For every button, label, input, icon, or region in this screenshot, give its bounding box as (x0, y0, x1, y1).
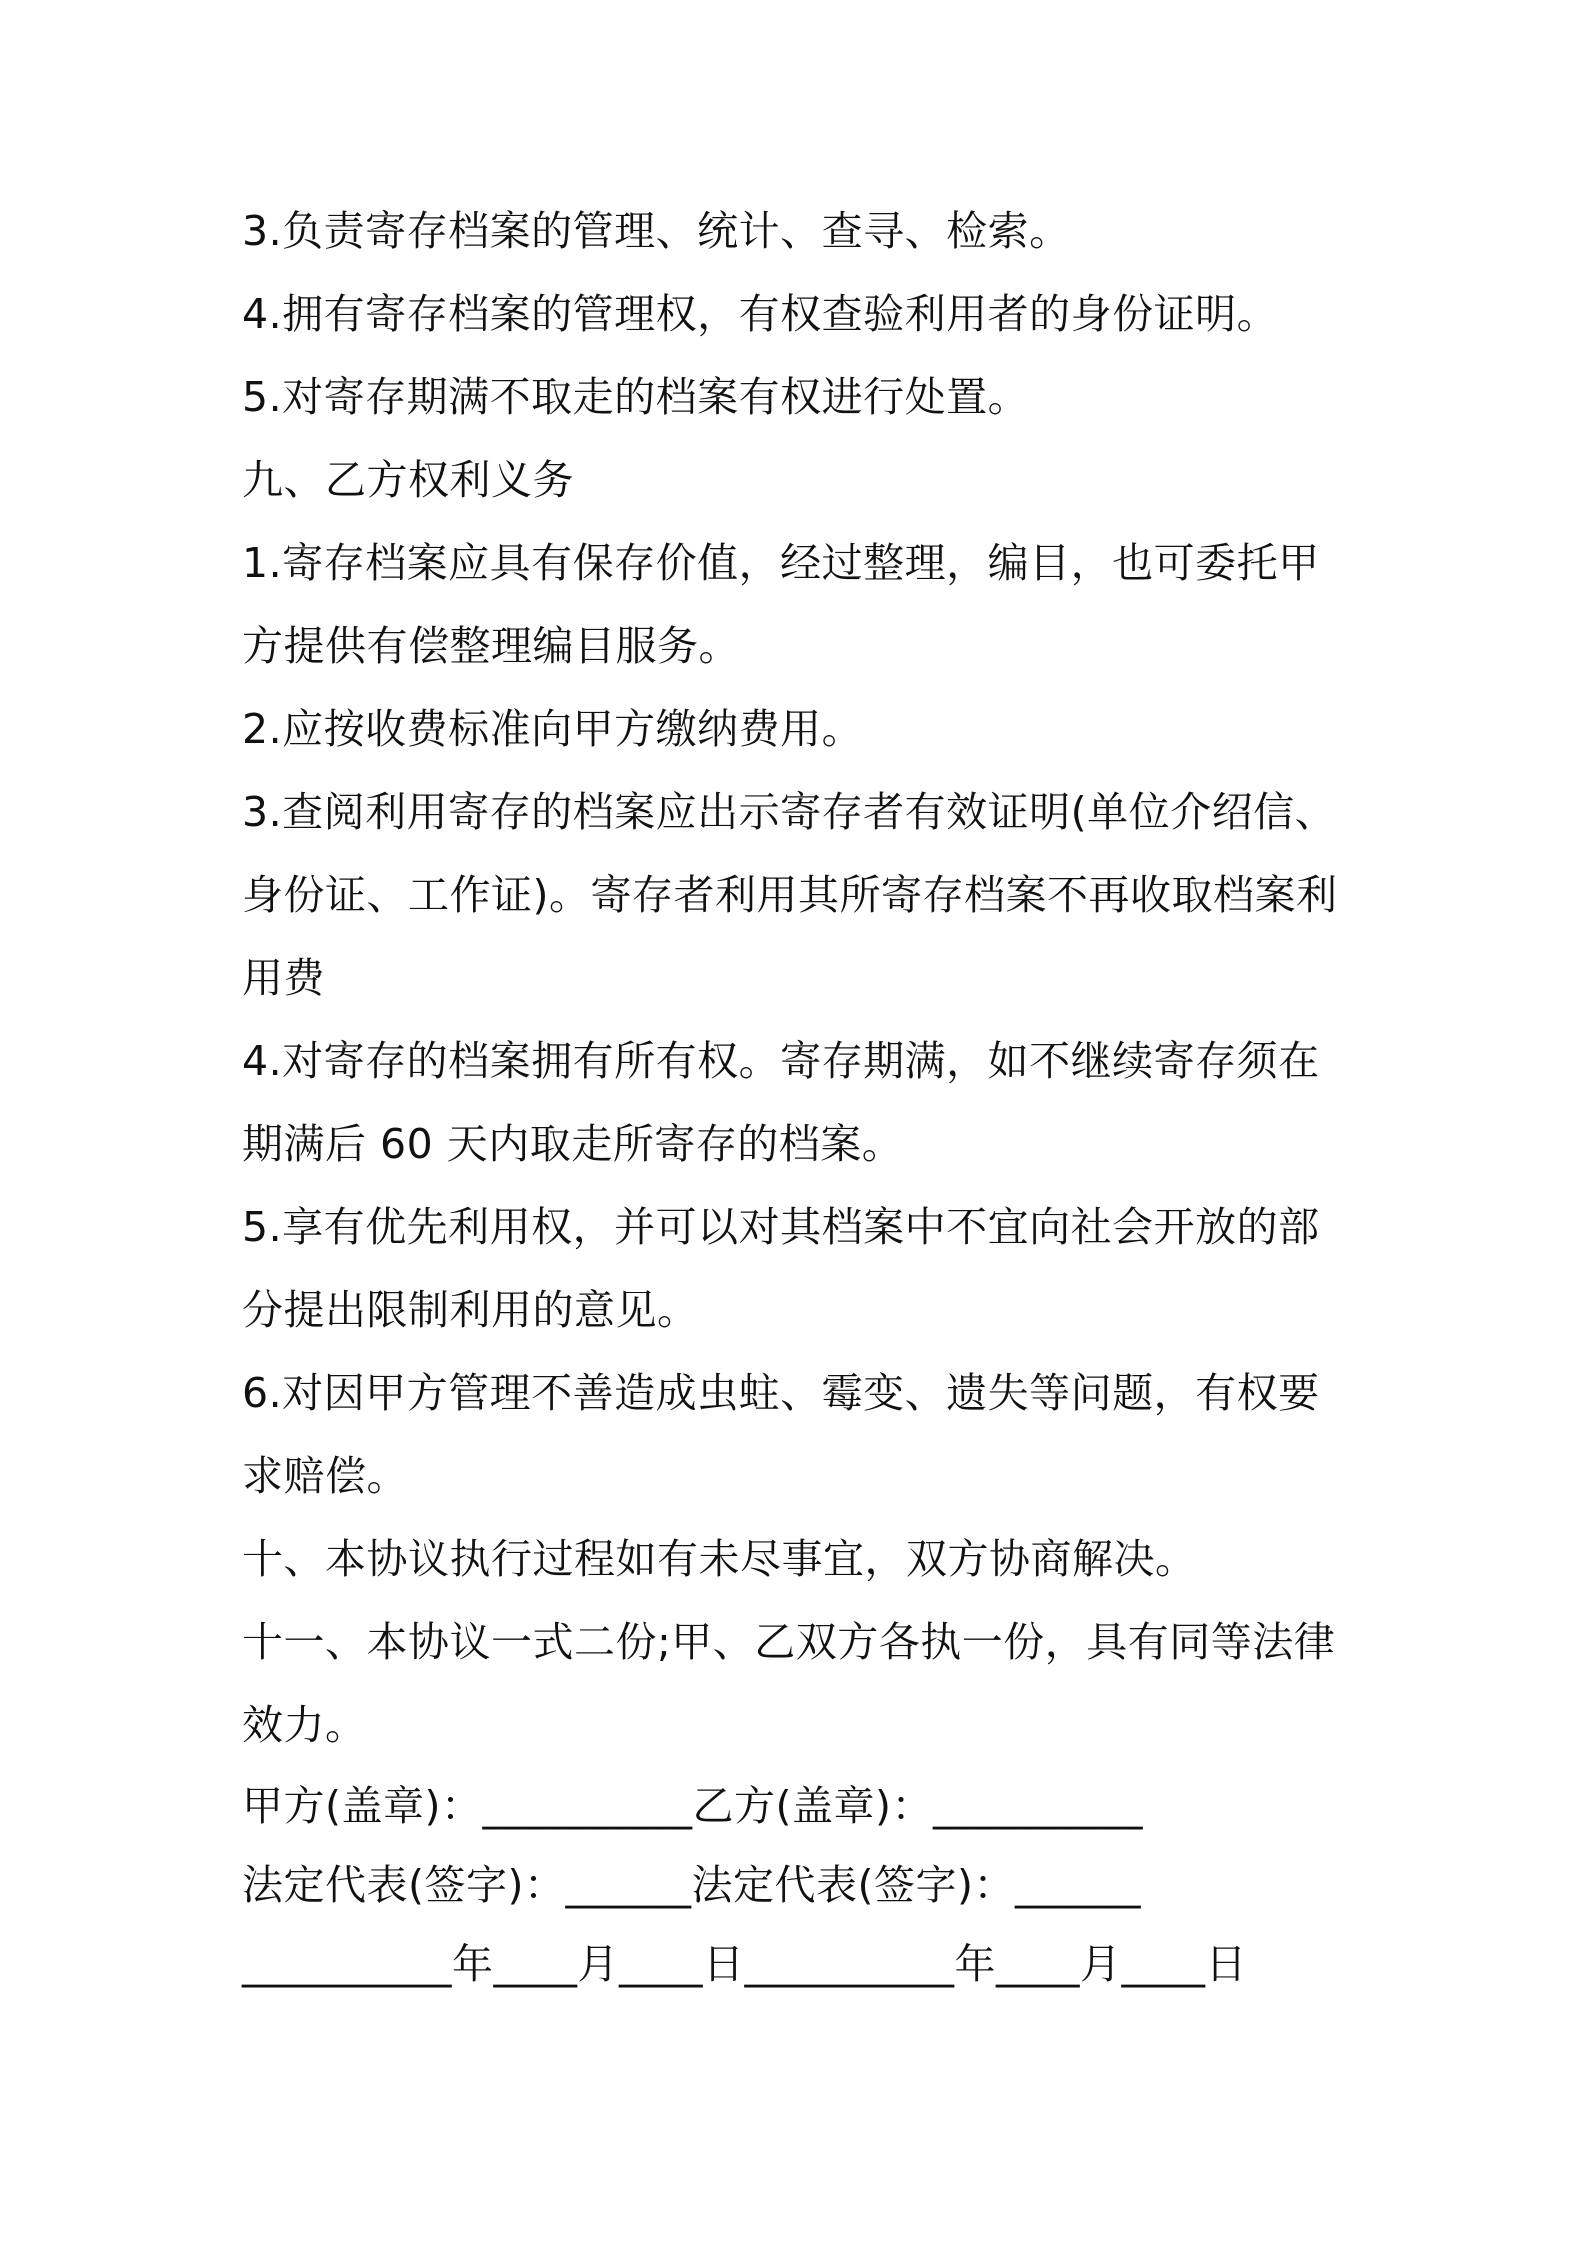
clause-9-4 (242, 1020, 1362, 1186)
document-body (242, 190, 1362, 2004)
clause-8-5 (242, 356, 1362, 439)
text-line: 4.拥有寄存档案的管理权，有权查验利用者的身份证明。 (242, 290, 1279, 338)
section-11 (242, 1601, 1362, 1767)
text-line: 十、本协议执行过程如有未尽事宜，双方协商解决。 (242, 1535, 1197, 1583)
clause-9-2 (242, 688, 1362, 771)
clause-9-5 (242, 1186, 1362, 1352)
text-line: 求赔偿。 (242, 1452, 408, 1500)
date-line: __________年____月____日__________年____月____日 (242, 1940, 1247, 1988)
text-line: 身份证、工作证)。寄存者利用其所寄存档案不再收取档案利 (242, 871, 1338, 919)
text-line: 4.对寄存的档案拥有所有权。寄存期满，如不继续寄存须在 (242, 1037, 1320, 1085)
text-line: 3.查阅利用寄存的档案应出示寄存者有效证明(单位介绍信、 (242, 788, 1337, 836)
text-line: 分提出限制利用的意见。 (242, 1286, 699, 1334)
text-line: 方提供有偿整理编目服务。 (242, 622, 740, 670)
clause-8-4 (242, 273, 1362, 356)
section-heading-9 (242, 439, 1362, 522)
section-10 (242, 1518, 1362, 1601)
seal-line: 甲方(盖章)：__________乙方(盖章)：__________ (242, 1782, 1143, 1830)
clause-8-3 (242, 190, 1362, 273)
text-line: 九、乙方权利义务 (242, 456, 574, 504)
text-line: 效力。 (242, 1701, 367, 1749)
clause-9-6 (242, 1352, 1362, 1518)
text-line: 2.应按收费标准向甲方缴纳费用。 (242, 705, 864, 753)
signature-block (242, 1767, 1362, 2004)
text-line: 用费 (242, 954, 325, 1002)
representative-line: 法定代表(签字)：______法定代表(签字)：______ (242, 1861, 1141, 1909)
text-line: 5.对寄存期满不取走的档案有权进行处置。 (242, 373, 1030, 421)
text-line: 5.享有优先利用权，并可以对其档案中不宜向社会开放的部 (242, 1203, 1320, 1251)
text-line: 十一、本协议一式二份;甲、乙双方各执一份，具有同等法律 (242, 1618, 1336, 1666)
text-line: 期满后 60 天内取走所寄存的档案。 (242, 1120, 904, 1168)
text-line: 3.负责寄存档案的管理、统计、查寻、检索。 (242, 207, 1071, 255)
text-line: 1.寄存档案应具有保存价值，经过整理，编目，也可委托甲 (242, 539, 1320, 587)
text-line: 6.对因甲方管理不善造成虫蛀、霉变、遗失等问题，有权要 (242, 1369, 1320, 1417)
clause-9-1 (242, 522, 1362, 688)
clause-9-3 (242, 771, 1362, 1020)
